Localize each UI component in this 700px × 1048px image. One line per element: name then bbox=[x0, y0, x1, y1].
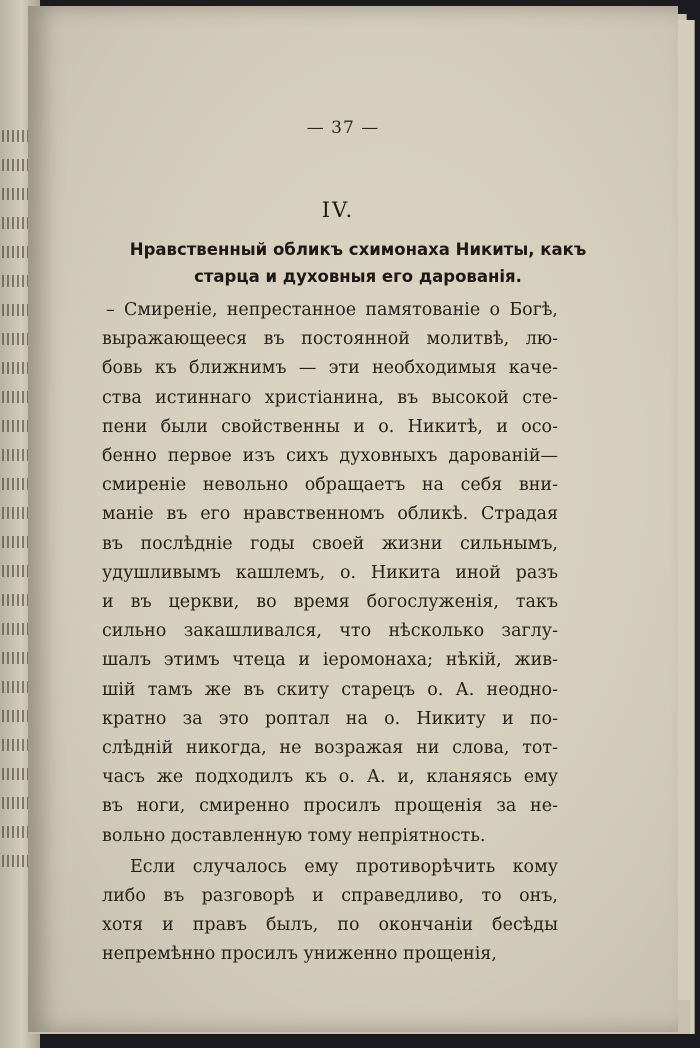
text-line: вольно доставленную тому непріятность. bbox=[102, 825, 486, 846]
text-line: часъ же подходилъ къ о. А. и, кланяясь ему bbox=[102, 767, 558, 788]
page-number: — 37 — bbox=[306, 118, 380, 138]
text-line: маніе въ его нравственномъ обликѣ. Страдая bbox=[102, 504, 558, 525]
text-line: сильно закашливался, что нѣсколько заглу- bbox=[102, 621, 558, 642]
text-line: хотя и правъ былъ, по окончаніи бесѣды bbox=[102, 915, 558, 936]
text-line: выражающееся въ постоянной молитвѣ, лю- bbox=[102, 329, 558, 350]
book-page bbox=[28, 6, 678, 1032]
body-text bbox=[102, 296, 558, 970]
text-line: либо въ разговорѣ и справедливо, то онъ, bbox=[102, 886, 558, 907]
chapter-number: IV. bbox=[321, 198, 355, 222]
paragraph bbox=[102, 853, 558, 970]
text-line: въ ноги, смиренно просилъ прощенія за не- bbox=[102, 796, 558, 817]
text-line: бовь къ ближнимъ — эти необходимыя каче- bbox=[102, 358, 558, 379]
text-line: бенно первое изъ сихъ духовныхъ дарованій— bbox=[102, 446, 558, 467]
text-line: пени были свойственны и о. Никитѣ, и осо- bbox=[102, 416, 558, 437]
text-line: шалъ этимъ чтеца и іеромонаха; нѣкій, жив- bbox=[102, 650, 558, 671]
text-line: шій тамъ же въ скиту старецъ о. А. неодно- bbox=[102, 679, 558, 700]
text-line: удушливымъ кашлемъ, о. Никита иной разъ bbox=[102, 562, 558, 583]
text-line: – Смиреніе, непрестанное памятованіе о Богѣ, bbox=[106, 300, 558, 320]
paragraph bbox=[102, 296, 558, 851]
text-line: и въ церкви, во время богослуженія, такъ bbox=[102, 592, 558, 613]
text-line: слѣдній никогда, не возражая ни слова, тот- bbox=[102, 738, 558, 759]
heading-line: старца и духовныя его дарованія. bbox=[194, 267, 522, 286]
chapter-heading bbox=[88, 236, 628, 290]
text-line: ства истиннаго христіанина, въ высокой сте- bbox=[102, 387, 558, 408]
text-line: кратно за это роптал на о. Никиту и по- bbox=[102, 708, 558, 729]
heading-line: Нравственный обликъ схимонаха Никиты, какъ bbox=[129, 240, 587, 259]
text-line: Если случалось ему противорѣчить кому bbox=[130, 856, 558, 877]
text-line: въ послѣдніе годы своей жизни сильнымъ, bbox=[102, 533, 558, 554]
text-line: непремѣнно просилъ униженно прощенія, bbox=[102, 944, 497, 965]
text-line: смиреніе невольно обращаетъ на себя вни- bbox=[102, 475, 558, 496]
